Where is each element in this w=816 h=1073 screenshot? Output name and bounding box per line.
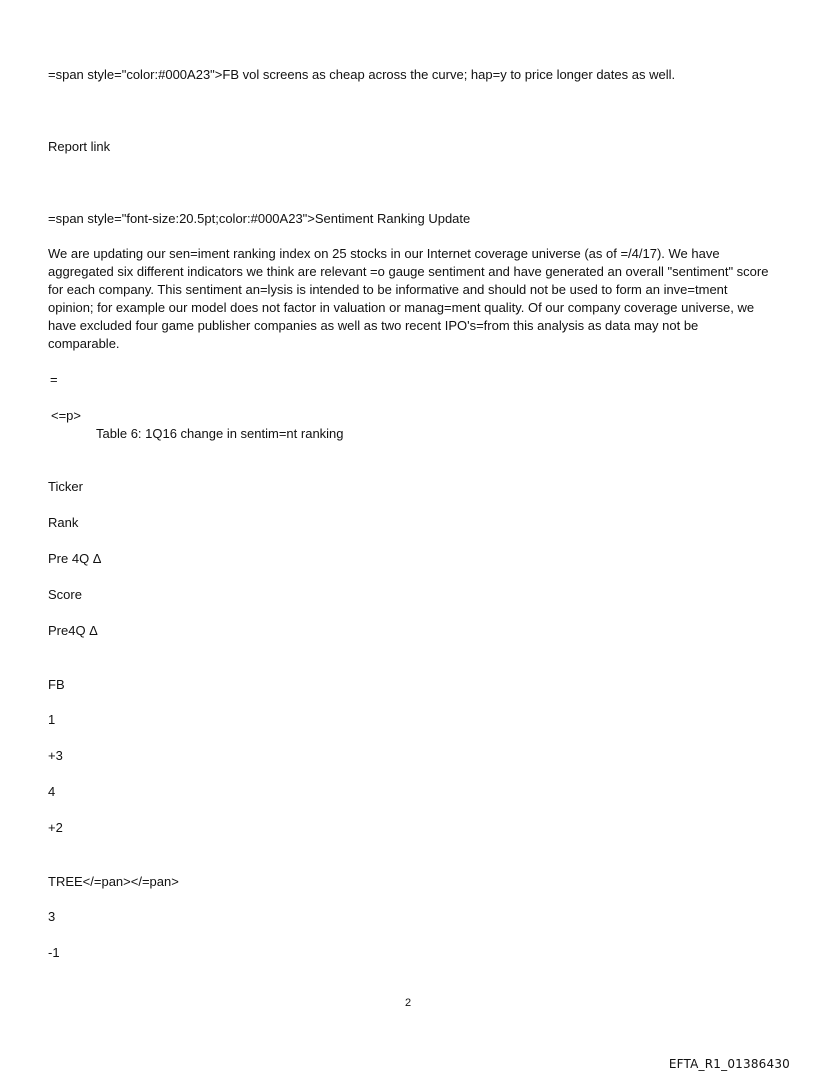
table-cell-tree-ticker: TREE</=pan></=pan>: [48, 874, 179, 889]
vol-note-line: =span style="color:#000A23">FB vol screens as cheap across the curve; hap=y to price longer dates as well.: [48, 67, 676, 82]
equals-marker: =: [50, 372, 58, 387]
table-cell-fb-score: 4: [48, 784, 56, 799]
table-header-pre4q-score-change: Pre4Q Δ: [48, 623, 98, 638]
table-header-pre4q-rank-change: Pre 4Q Δ: [48, 551, 102, 566]
table-cell-fb-ticker: FB: [48, 677, 65, 692]
table-header-rank: Rank: [48, 515, 79, 530]
table-caption: Table 6: 1Q16 change in sentim=nt ranking: [96, 426, 344, 441]
table-cell-tree-rank: 3: [48, 909, 56, 924]
table-cell-fb-rank: 1: [48, 712, 56, 727]
document-id: EFTA_R1_01386430: [668, 1057, 790, 1071]
body-paragraph: [48, 245, 770, 353]
section-heading: =span style="font-size:20.5pt;color:#000A23">Sentiment Ranking Update: [48, 211, 471, 226]
table-cell-fb-score-change: +2: [48, 820, 63, 835]
table-cell-fb-rank-change: +3: [48, 748, 63, 763]
body-paragraph-text: We are updating our sen=iment ranking index on 25 stocks in our Internet coverage universe (as of =/4/17). We have aggregated six different indicators we think are relevant =o gauge sentiment and have generated an overall "sentiment" score for each company. This sentiment an=lysis is intended to be informative and should not be used to form an inve=tment opinion; for example our model does not factor in valuation or manag=ment quality. Of our company coverage universe, we have excluded four game publisher companies as well as two recent IPO's=from this analysis as data may not be comparable.: [48, 246, 769, 351]
page-number: 2: [404, 997, 412, 1009]
table-header-score: Score: [48, 587, 82, 602]
report-link[interactable]: Report link: [48, 139, 111, 154]
table-header-ticker: Ticker: [48, 479, 83, 494]
table-cell-tree-rank-change: -1: [48, 945, 60, 960]
p-fragment: <=p>: [51, 408, 82, 423]
